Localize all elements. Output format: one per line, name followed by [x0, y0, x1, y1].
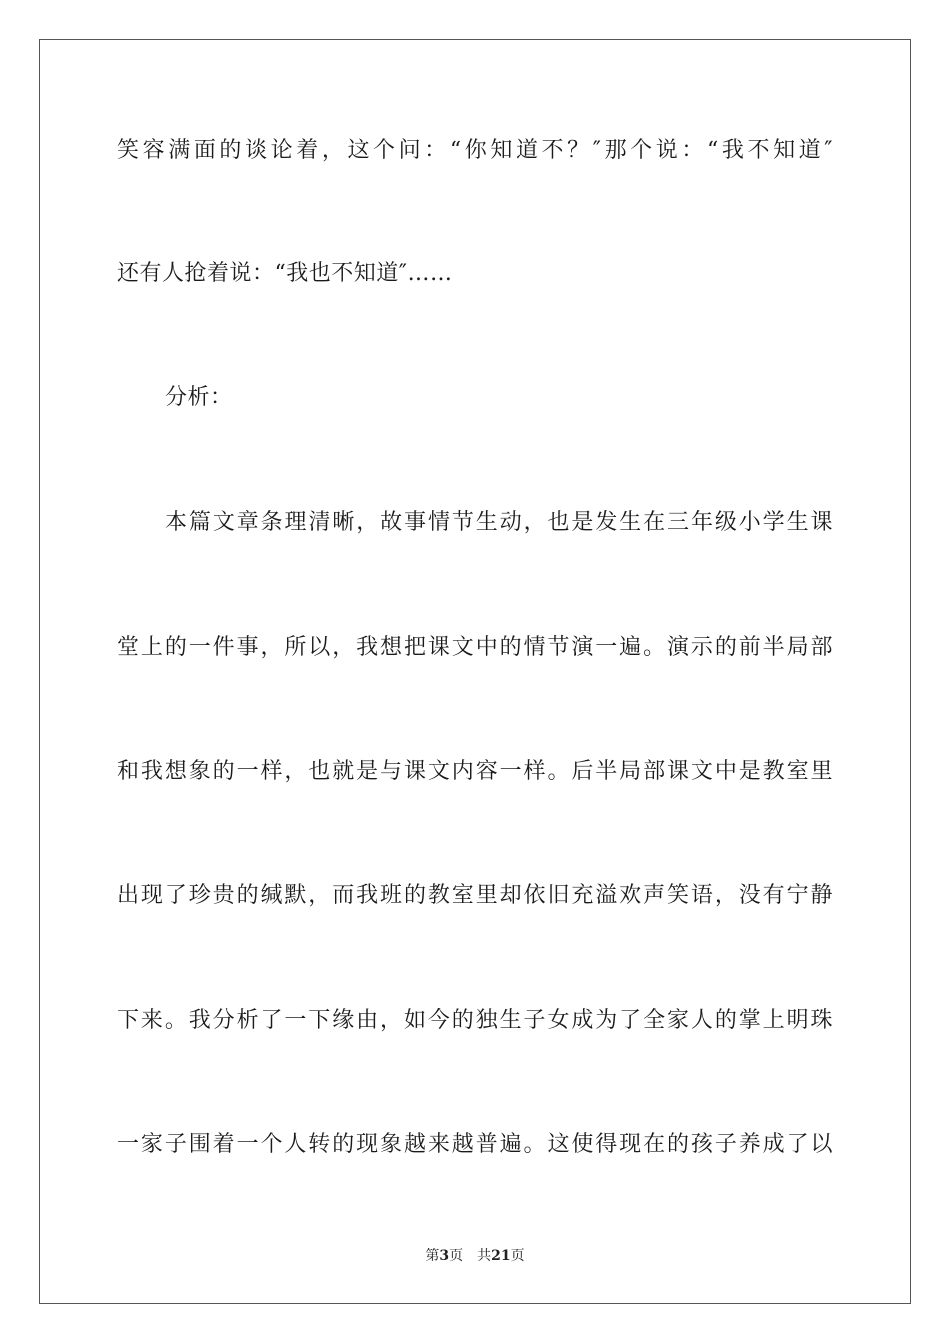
text-line-2: 还有人抢着说：“我也不知道″……: [117, 261, 453, 286]
page-footer: [0, 1246, 950, 1266]
footer-total-prefix: 共: [477, 1248, 492, 1264]
text-line-3: 分析：: [165, 385, 233, 410]
footer-page-prefix: 第: [425, 1248, 440, 1264]
footer-page-number: 3: [439, 1248, 450, 1264]
text-line-8: 下来。我分析了一下缘由，如今的独生子女成为了全家人的掌上明珠: [117, 1008, 833, 1033]
text-line-9: 一家子围着一个人转的现象越来越普遍。这使得现在的孩子养成了以: [117, 1132, 833, 1157]
text-line-1: 笑容满面的谈论着，这个问：“你知道不？″那个说：“我不知道″: [117, 138, 833, 163]
text-line-7: 出现了珍贵的缄默，而我班的教室里却依旧充溢欢声笑语，没有宁静: [117, 883, 833, 908]
text-line-5: 堂上的一件事，所以，我想把课文中的情节演一遍。演示的前半局部: [117, 635, 833, 660]
page-frame: [39, 39, 911, 1304]
text-line-6: 和我想象的一样，也就是与课文内容一样。后半局部课文中是教室里: [117, 759, 833, 784]
footer-page-suffix: 页: [449, 1248, 464, 1264]
footer-total-pages: 21: [491, 1248, 511, 1264]
footer-total-suffix: 页: [510, 1248, 525, 1264]
text-line-4: 本篇文章条理清晰，故事情节生动，也是发生在三年级小学生课: [165, 510, 833, 535]
